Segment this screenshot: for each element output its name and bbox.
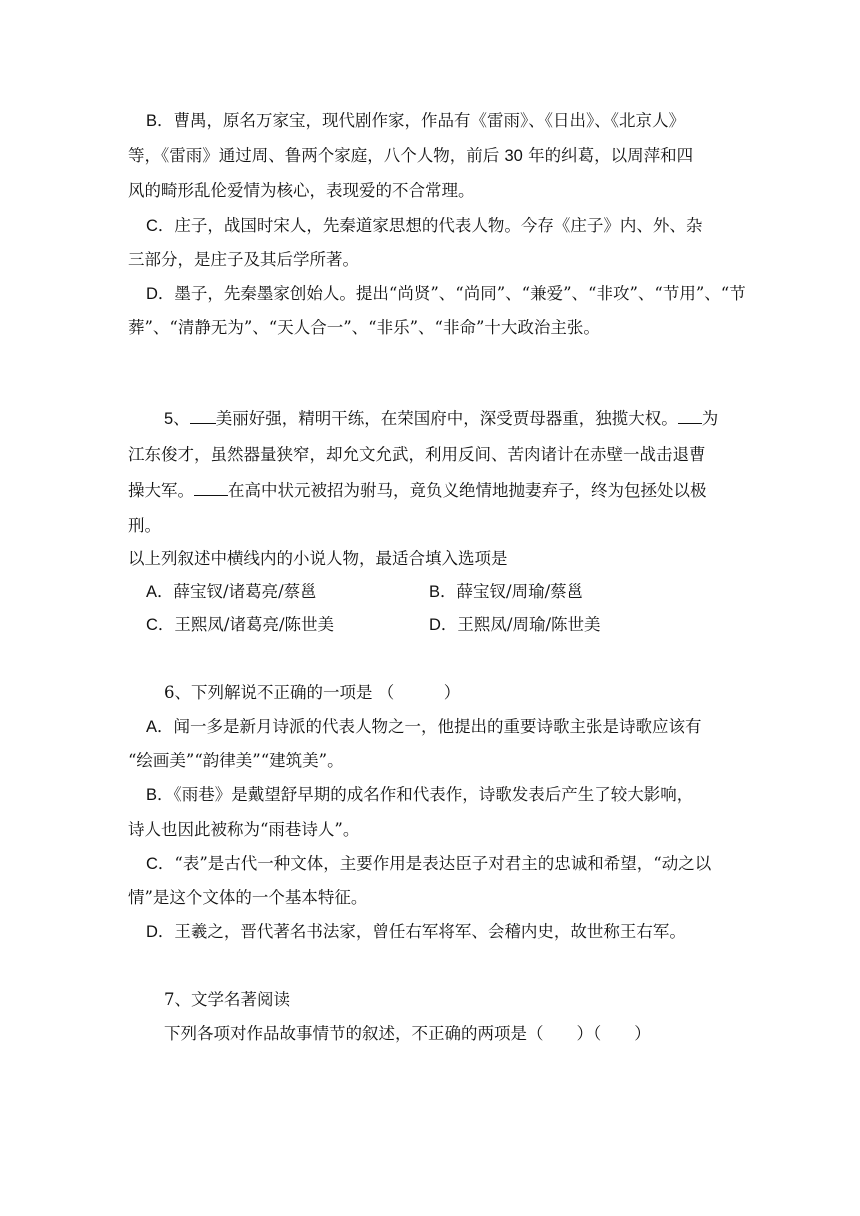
q6-option-c-line-1[interactable] (146, 852, 766, 876)
q5-line-2: 江东俊才，虽然器量狭窄，却允文允武，利用反间、苦肉诸计在赤壁一战击退曹 (128, 445, 706, 464)
option-letter: B． (146, 112, 174, 130)
option-letter: C． (146, 217, 175, 235)
option-text: 曹禺，原名万家宝，现代剧作家，作品有《雷雨》、《日出》、《北京人》 (173, 111, 686, 130)
q7-prompt: 下列各项对作品故事情节的叙述，不正确的两项是（ ）（ ） (164, 1024, 651, 1043)
text-fragment: 为 (701, 409, 719, 428)
option-text: 王熙凤/周瑜/陈世美 (457, 615, 601, 634)
text-fragment: 操大军。 (128, 481, 194, 500)
option-text: “表”是古代一种文体，主要作用是表达臣子对君主的忠诚和希望，“动之以 (174, 854, 712, 873)
q6-title: 6、下列解说不正确的一项是 （ ） (164, 683, 461, 702)
q5-prompt: 以上列叙述中横线内的小说人物，最适合填入选项是 (128, 549, 508, 568)
text-fragment: 美丽好强，精明干练，在荣国府中，深受贾母器重，独揽大权。 (215, 409, 678, 428)
option-text: 闻一多是新月诗派的代表人物之一，他提出的重要诗歌主张是诗歌应该有 (173, 717, 702, 736)
option-c-line-2: 三部分，是庄子及其后学所著。 (128, 250, 359, 269)
option-d-line-1 (146, 282, 766, 306)
q5-line-3 (128, 479, 748, 503)
q5-option-d[interactable] (429, 613, 601, 637)
q5-line-4: 刑。 (128, 516, 161, 535)
option-text: 王羲之，晋代著名书法家，曾任右军将军、会稽内史，故世称王右军。 (174, 922, 686, 941)
option-text: 《雨巷》是戴望舒早期的成名作和代表作，诗歌发表后产生了较大影响， (173, 785, 694, 804)
q5-line-1 (164, 407, 784, 431)
option-letter: A． (146, 583, 174, 601)
option-text: 王熙凤/诸葛亮/陈世美 (174, 615, 335, 634)
text-fragment: 在高中状元被招为驸马，竟负义绝情地抛妻弃子，终为包拯处以极 (228, 481, 707, 500)
year-number: 30 (504, 147, 523, 165)
option-b-line-1 (146, 109, 766, 133)
q6-option-b-line-1[interactable] (146, 783, 766, 807)
fill-blank (194, 479, 228, 496)
option-text: 庄子，战国时宋人，先秦道家思想的代表人物。今存《庄子》内、外、杂 (174, 216, 703, 235)
q6-option-d-line-1[interactable] (146, 920, 766, 944)
q6-option-b-line-2: 诗人也因此被称为“雨巷诗人”。 (128, 820, 360, 839)
option-letter: C． (146, 616, 175, 634)
option-text: 墨子，先秦墨家创始人。提出“尚贤”、“尚同”、“兼爱”、“非攻”、“节用”、“节 (174, 284, 746, 303)
text-fragment: 等，《雷雨》通过周、鲁两个家庭，八个人物，前后 (128, 146, 505, 165)
q5-option-a[interactable] (146, 580, 317, 604)
option-letter: A． (146, 718, 174, 736)
q6-option-a-line-1[interactable] (146, 715, 766, 739)
option-text: 薛宝钗/诸葛亮/蔡邕 (173, 582, 317, 601)
q6-option-a-line-2: “绘画美”“韵律美”“建筑美”。 (128, 751, 344, 770)
option-b-line-2 (128, 144, 748, 168)
fill-blank (190, 407, 216, 424)
q7-title: 7、文学名著阅读 (164, 990, 290, 1009)
option-c-line-1 (146, 214, 766, 238)
option-text: 薛宝钗/周瑜/蔡邕 (456, 582, 584, 601)
option-letter: D． (146, 285, 175, 303)
q5-option-b[interactable] (429, 580, 583, 604)
option-letter: D． (146, 923, 175, 941)
fill-blank (678, 407, 702, 424)
option-letter: B． (146, 786, 174, 804)
option-letter: B． (429, 583, 457, 601)
q5-option-c[interactable] (146, 613, 334, 637)
option-letter: D． (429, 616, 458, 634)
option-letter: C． (146, 855, 175, 873)
question-number: 5、 (164, 410, 190, 428)
option-b-line-3: 风的畸形乱伦爱情为核心，表现爱的不合常理。 (128, 181, 475, 200)
text-fragment: 年的纠葛，以周萍和四 (522, 146, 694, 165)
q6-option-c-line-2: 情”是这个文体的一个基本特征。 (128, 888, 368, 907)
option-d-line-2: 葬”、“清静无为”、“天人合一”、“非乐”、“非命”十大政治主张。 (128, 318, 600, 337)
